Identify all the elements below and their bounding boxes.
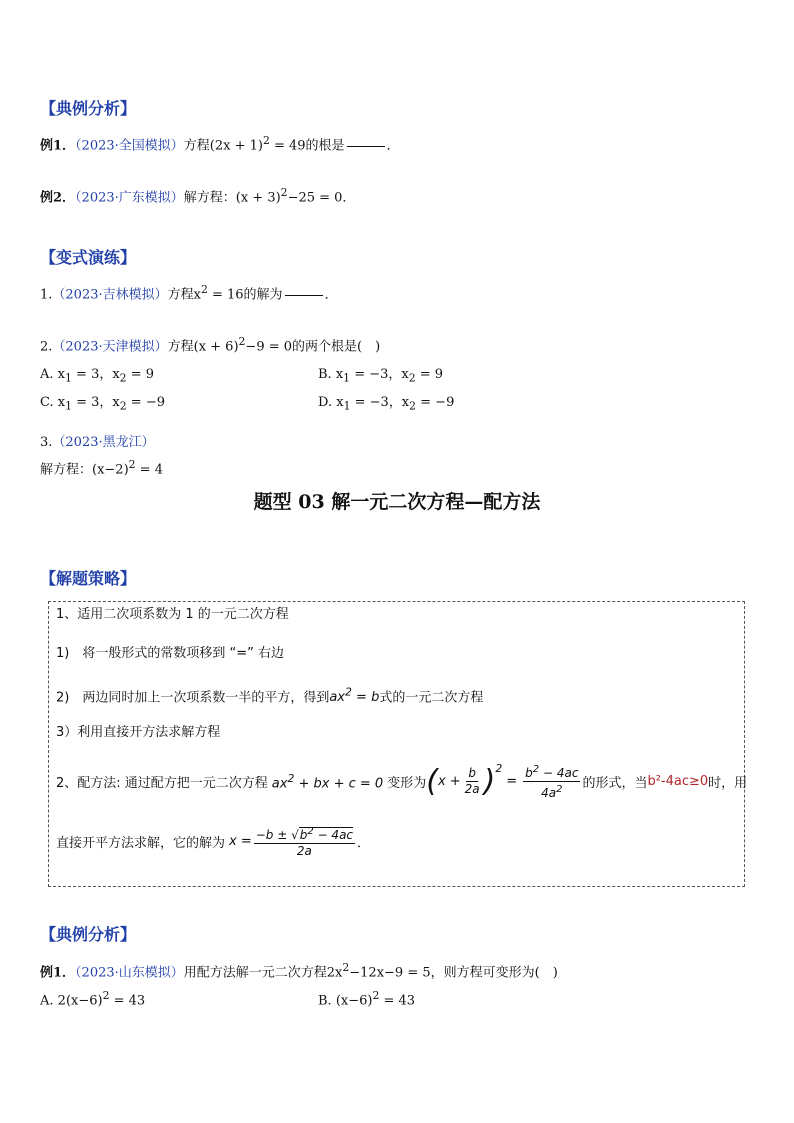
example-number: 例2． (40, 190, 76, 206)
question-text: 解方程：(x−2) (40, 462, 129, 478)
source-tag: （2023·吉林模拟） (52, 287, 168, 303)
question-text-tail: = 4 (135, 462, 163, 478)
source-tag: （2023·黑龙江） (52, 435, 155, 450)
example-text: 解方程：(x + 3) (183, 190, 281, 206)
option-label: C. (40, 395, 54, 410)
option-var: x (336, 395, 344, 410)
strategy-text: 的形式，当 (582, 776, 648, 791)
section-heading-strategy: 【解题策略】 (40, 569, 137, 588)
strategy-line-1: 1、适用二次项系数为 1 的一元二次方程 (56, 607, 289, 622)
option-label: A. (40, 993, 54, 1009)
option-b (318, 363, 443, 385)
strategy-text: 式的一元二次方程 (379, 690, 484, 706)
page-title: 题型 03 解一元二次方程—配方法 (253, 491, 541, 513)
strategy-text: 2、配方法: 通过配方把一元二次方程 (56, 776, 268, 791)
discriminant-condition: b²-4ac≥0 (647, 774, 709, 789)
subscript: 1 (65, 399, 72, 413)
option-b-2 (318, 989, 415, 1008)
option-a (40, 363, 154, 385)
subscript: 2 (119, 371, 127, 385)
example-number: 例1． (40, 138, 76, 154)
option-var: x (57, 367, 66, 382)
question-3-line (40, 431, 155, 450)
subscript: 1 (343, 371, 351, 385)
strategy-text: 时，用 (708, 776, 748, 791)
source-tag: （2023·广东模拟） (75, 190, 184, 206)
question-number: 3. (40, 435, 53, 450)
question-number: 1. (40, 287, 53, 303)
question-text: 方程x (167, 287, 201, 303)
option-text: = −9 (416, 395, 455, 410)
option-text: = 3，x (72, 395, 120, 410)
superscript: 2 (200, 283, 208, 296)
formula-general-quadratic: $ax^2$ + bx + c = 0 (271, 771, 384, 792)
superscript: 2 (280, 186, 288, 199)
period: ． (386, 138, 400, 154)
source-tag: （2023·天津模拟） (52, 339, 168, 355)
superscript: 2 (128, 458, 136, 471)
question-text: 方程(x + 6) (167, 339, 239, 355)
question-number: 2. (40, 339, 53, 355)
formula-ax2-eq-b: $ax^2 = b$ (329, 686, 380, 706)
option-text: = −3，x (350, 395, 410, 410)
option-var: x (57, 395, 66, 410)
question-2-line (40, 335, 380, 354)
option-text: = 9 (415, 367, 444, 382)
example-text: 用配方法解一元二次方程2x (183, 965, 343, 981)
example-1-line (40, 134, 400, 153)
example-1-line-2 (40, 961, 558, 980)
period: ． (324, 287, 338, 303)
answer-blank (285, 294, 323, 296)
strategy-line-5 (56, 762, 747, 801)
period: ． (357, 836, 371, 851)
example-number: 例1． (40, 965, 76, 981)
answer-blank (347, 145, 385, 147)
option-text: = −9 (126, 395, 165, 410)
option-label: B. (318, 367, 332, 382)
section-heading-variant-practice: 【变式演练】 (40, 248, 137, 267)
formula-quadratic-solution: x = $\frac{-b \pm √b^2 - 4ac}{2a}$ (229, 826, 354, 858)
subscript: 1 (343, 399, 351, 413)
subscript: 2 (119, 399, 127, 413)
strategy-line-6 (56, 824, 370, 859)
formula-completed-square: ( x + $\frac{b}{2a}$ ) $^2$ = $\frac{b^2 - 4ac}{4a^2}$ (426, 762, 579, 800)
section-heading-example-analysis-2: 【典例分析】 (40, 925, 137, 944)
source-tag: （2023·全国模拟） (75, 138, 184, 154)
subscript: 2 (409, 399, 417, 413)
option-text: = 43 (109, 993, 146, 1009)
question-text-tail: = 16的解为 (207, 287, 283, 303)
option-label: B. (318, 993, 332, 1009)
option-text: (x−6) (335, 993, 373, 1009)
strategy-text: 直接开平方法求解，它的解为 (56, 836, 226, 851)
example-2-line (40, 186, 355, 205)
example-text-tail: −25 = 0． (287, 190, 356, 206)
superscript: 2 (102, 989, 110, 1002)
strategy-text: 2) 两边同时加上一次项系数一半的平方，得到 (56, 690, 330, 706)
option-text: 2(x−6) (57, 993, 103, 1009)
source-tag: （2023·山东模拟） (75, 965, 184, 981)
option-label: D. (318, 395, 333, 410)
option-label: A. (40, 367, 54, 382)
section-heading-example-analysis: 【典例分析】 (40, 99, 137, 118)
option-text: = −3，x (350, 367, 409, 382)
option-a-2 (40, 989, 145, 1008)
example-text: 方程(2x + 1) (183, 138, 263, 154)
option-var: x (335, 367, 344, 382)
superscript: 2 (262, 134, 270, 147)
subscript: 1 (65, 371, 72, 385)
strategy-line-2: 1) 将一般形式的常数项移到 “=” 右边 (56, 646, 284, 661)
example-text-tail: −12x−9 = 5，则方程可变形为( ) (349, 965, 558, 981)
option-c (40, 391, 165, 413)
subscript: 2 (408, 371, 416, 385)
option-text: = 9 (126, 367, 154, 382)
strategy-line-3 (56, 686, 483, 705)
strategy-line-4: 3）利用直接开方法求解方程 (56, 725, 221, 740)
strategy-text: 变形为 (387, 776, 427, 791)
option-d (318, 391, 454, 413)
superscript: 2 (342, 961, 350, 974)
superscript: 2 (238, 335, 246, 348)
option-text: = 43 (379, 993, 416, 1009)
question-3-equation (40, 458, 163, 477)
option-text: = 3，x (71, 367, 120, 382)
superscript: 2 (372, 989, 380, 1002)
question-text-tail: −9 = 0的两个根是( ) (245, 339, 381, 355)
question-1-line (40, 283, 338, 302)
example-text-tail: = 49的根是 (269, 138, 345, 154)
